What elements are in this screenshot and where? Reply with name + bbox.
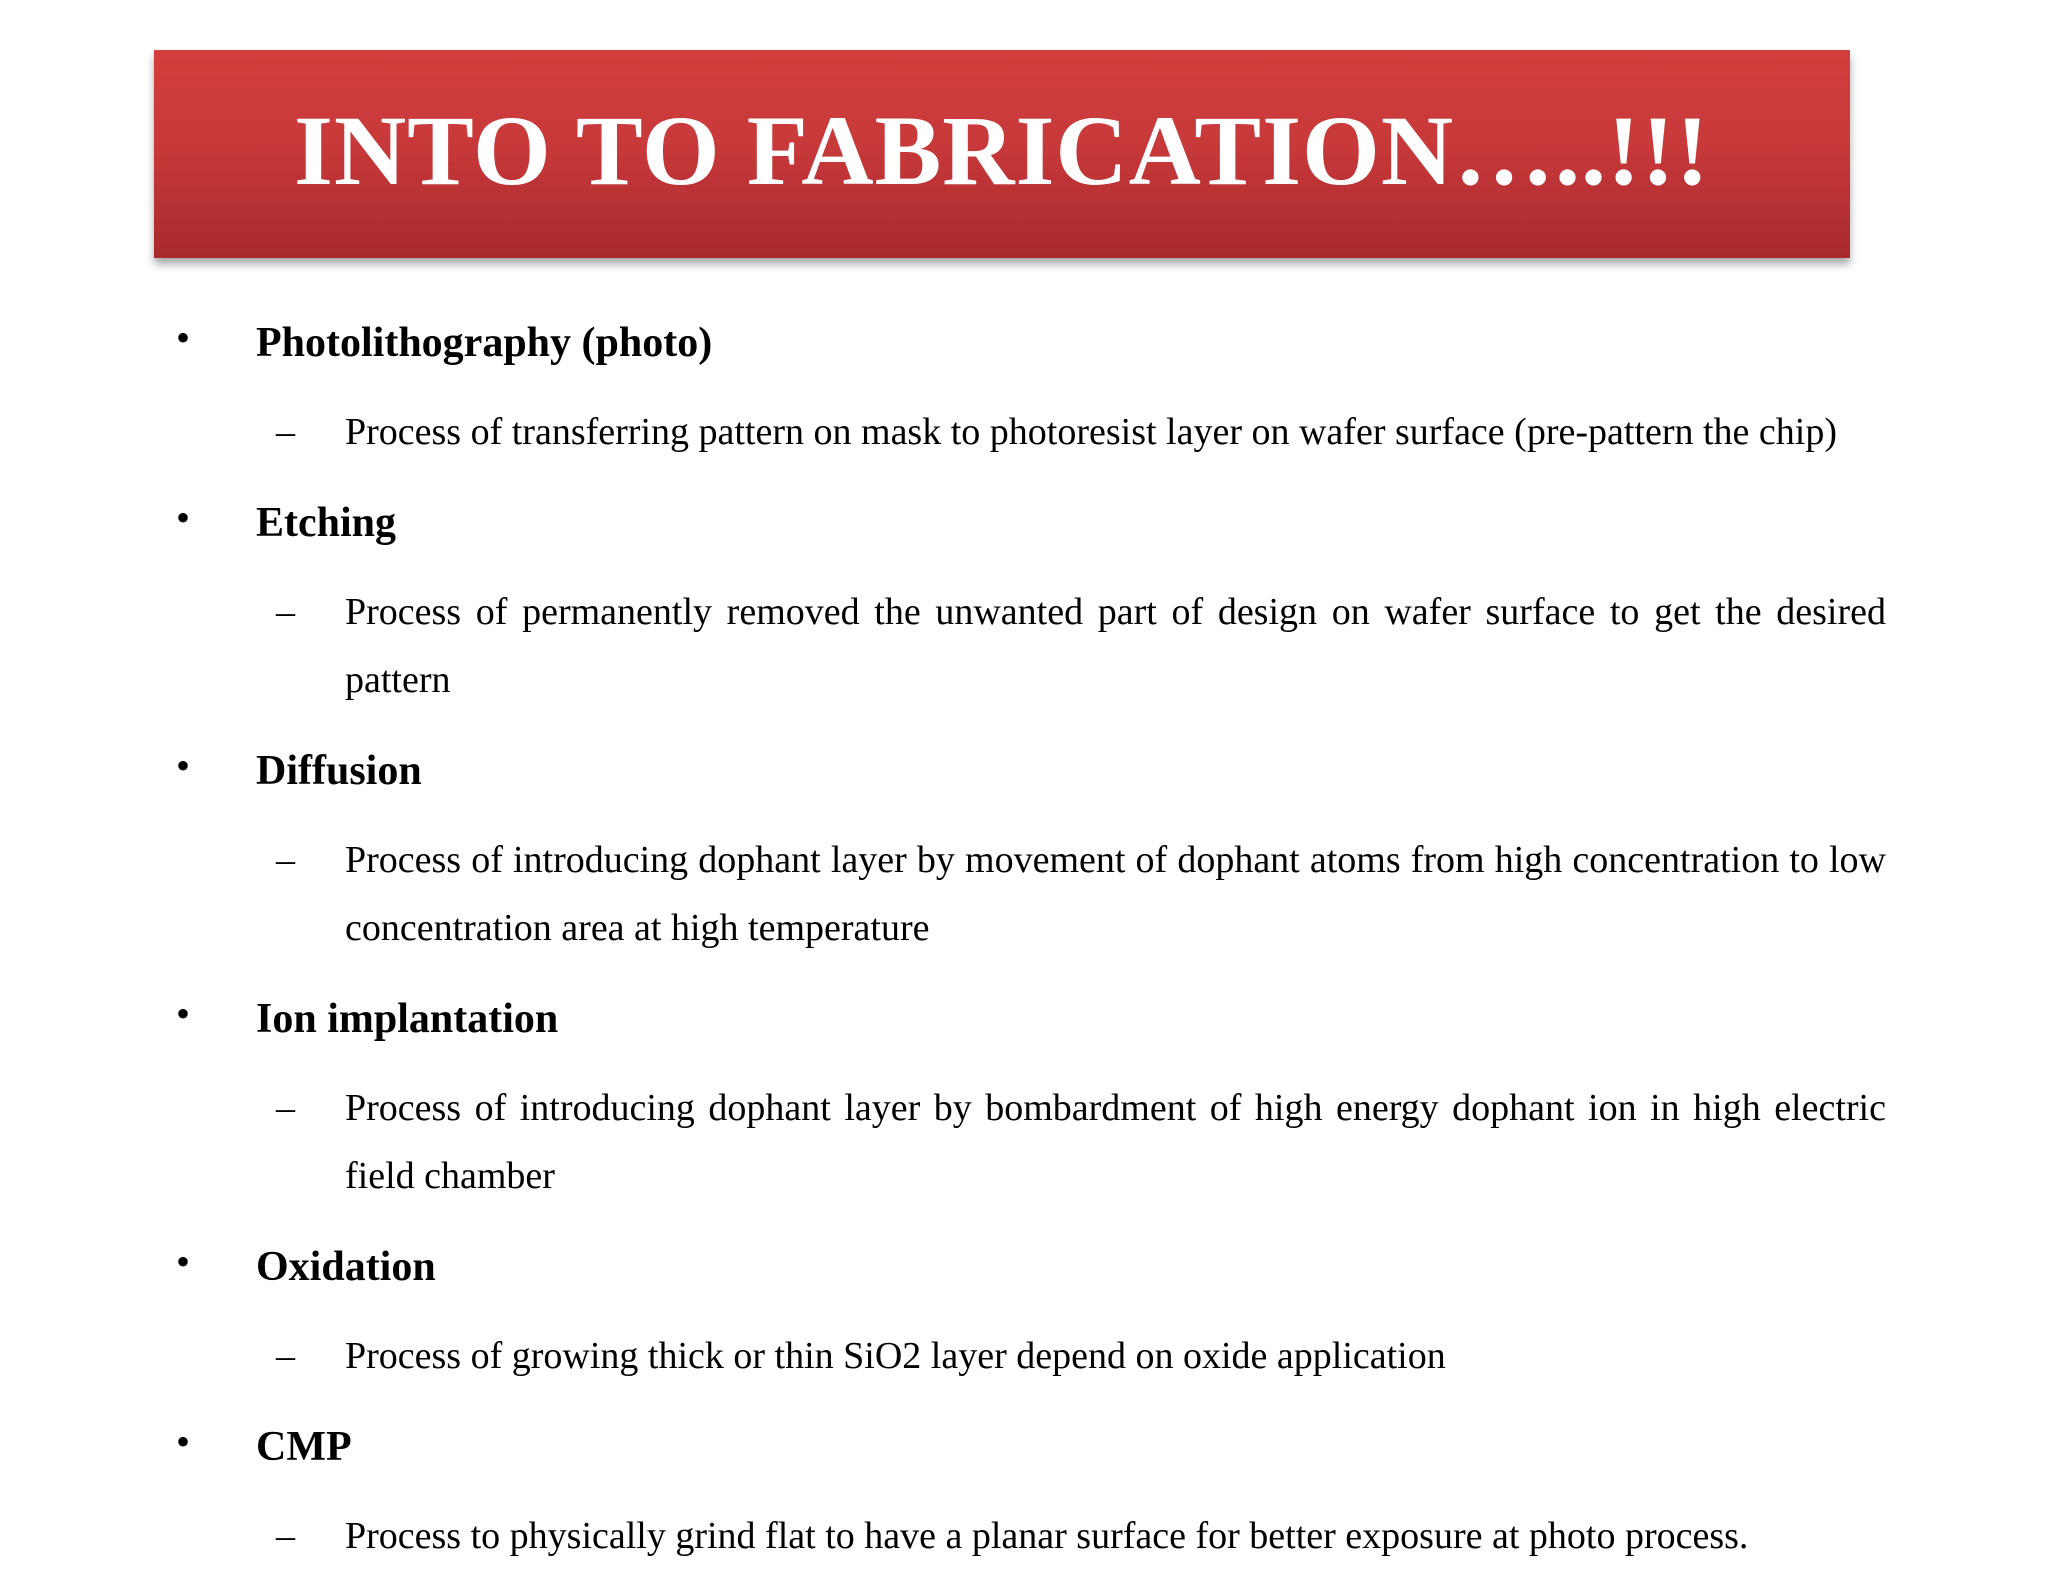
bullet-icon: • xyxy=(176,991,191,1036)
item-heading: Photolithography (photo) xyxy=(256,320,713,366)
bullet-icon: • xyxy=(176,315,191,360)
dash-icon: – xyxy=(276,411,295,453)
list-item-ion-implantation xyxy=(176,976,1886,1224)
dash-icon: – xyxy=(276,591,295,633)
dash-icon: – xyxy=(276,839,295,881)
item-description: Process of growing thick or thin SiO2 layer depend on oxide application xyxy=(345,1335,1446,1377)
item-description: Process of transferring pattern on mask to photoresist layer on wafer surface (pre-pattern the chip) xyxy=(345,411,1838,453)
title-banner xyxy=(154,50,1850,258)
list-item-oxidation xyxy=(176,1224,1886,1404)
item-description: Process of introducing dophant layer by bombardment of high energy dophant ion in high electric field chamber xyxy=(345,1087,1886,1197)
item-description: Process of permanently removed the unwanted part of design on wafer surface to get the desired pattern xyxy=(345,591,1886,701)
dash-icon: – xyxy=(276,1335,295,1377)
slide-title: INTO TO FABRICATION…..!!! xyxy=(294,94,1710,206)
dash-icon: – xyxy=(276,1087,295,1129)
bullet-list xyxy=(176,300,1886,1584)
item-heading: Etching xyxy=(256,500,397,546)
bullet-icon: • xyxy=(176,1419,191,1464)
item-heading: Ion implantation xyxy=(256,996,559,1042)
bullet-icon: • xyxy=(176,743,191,788)
bullet-icon: • xyxy=(176,495,191,540)
list-item-diffusion xyxy=(176,728,1886,976)
bullet-icon: • xyxy=(176,1239,191,1284)
list-item-etching xyxy=(176,480,1886,728)
item-heading: Oxidation xyxy=(256,1244,436,1290)
item-heading: CMP xyxy=(256,1424,352,1470)
list-item-photolithography xyxy=(176,300,1886,480)
item-description: Process to physically grind flat to have a planar surface for better exposure at photo process. xyxy=(345,1515,1749,1557)
item-heading: Diffusion xyxy=(256,748,422,794)
list-item-cmp xyxy=(176,1404,1886,1584)
dash-icon: – xyxy=(276,1515,295,1557)
item-description: Process of introducing dophant layer by movement of dophant atoms from high concentration to low concentration area at high temperature xyxy=(345,839,1886,949)
